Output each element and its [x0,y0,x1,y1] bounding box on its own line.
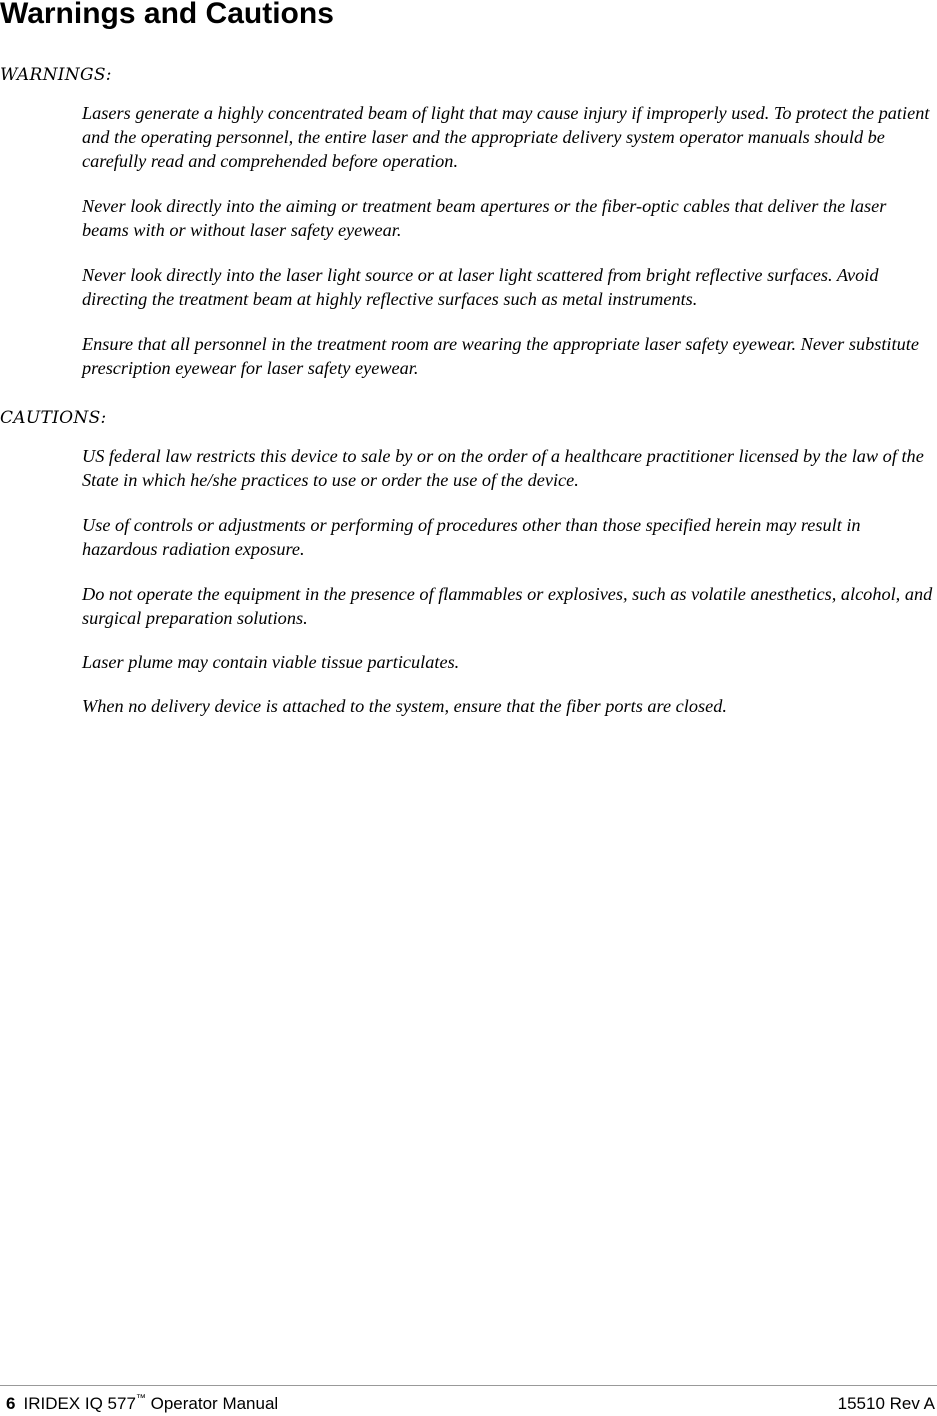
page-title: Warnings and Cautions [0,0,334,30]
caution-paragraph-3: Do not operate the equipment in the presence of flammables or explosives, such as volatile anesthetics, alcohol, and surgical preparation solutions. [82,584,933,628]
trademark-symbol: ™ [135,1393,146,1404]
page-number: 6 [6,1394,16,1413]
warnings-heading: WARNINGS: [0,65,112,85]
caution-paragraph-2: Use of controls or adjustments or performing of procedures other than those specified herein may result in hazardous radiation exposure. [82,515,861,559]
warning-paragraph-2: Never look directly into the aiming or treatment beam apertures or the fiber-optic cables that deliver the laser beams with or without laser safety eyewear. [82,196,887,240]
caution-paragraph-1: US federal law restricts this device to sale by or on the order of a healthcare practitioner licensed by the law of the State in which he/she practices to use or order the use of the device. [82,446,924,490]
manual-name: IRIDEX IQ 577 [23,1394,136,1413]
page-footer [0,1385,937,1416]
caution-paragraph-4: Laser plume may contain viable tissue particulates. [82,652,460,672]
manual-suffix: Operator Manual [145,1394,279,1413]
caution-paragraph-5: When no delivery device is attached to the system, ensure that the fiber ports are closed. [82,696,727,716]
footer-manual-info [6,1394,278,1414]
warning-paragraph-3: Never look directly into the laser light source or at laser light scattered from bright reflective surfaces. Avoid directing the treatment beam at highly reflective surfaces such as metal instruments. [82,265,879,309]
cautions-heading: CAUTIONS: [0,408,107,428]
warning-paragraph-1: Lasers generate a highly concentrated beam of light that may cause injury if improperly used. To protect the patient and the operating personnel, the entire laser and the appropriate delivery system operator manuals should be carefully read and comprehended before operation. [82,103,930,171]
revision-label: 15510 Rev A [837,1394,935,1413]
warning-paragraph-4: Ensure that all personnel in the treatment room are wearing the appropriate laser safety eyewear. Never substitute prescription eyewear for laser safety eyewear. [82,334,919,378]
